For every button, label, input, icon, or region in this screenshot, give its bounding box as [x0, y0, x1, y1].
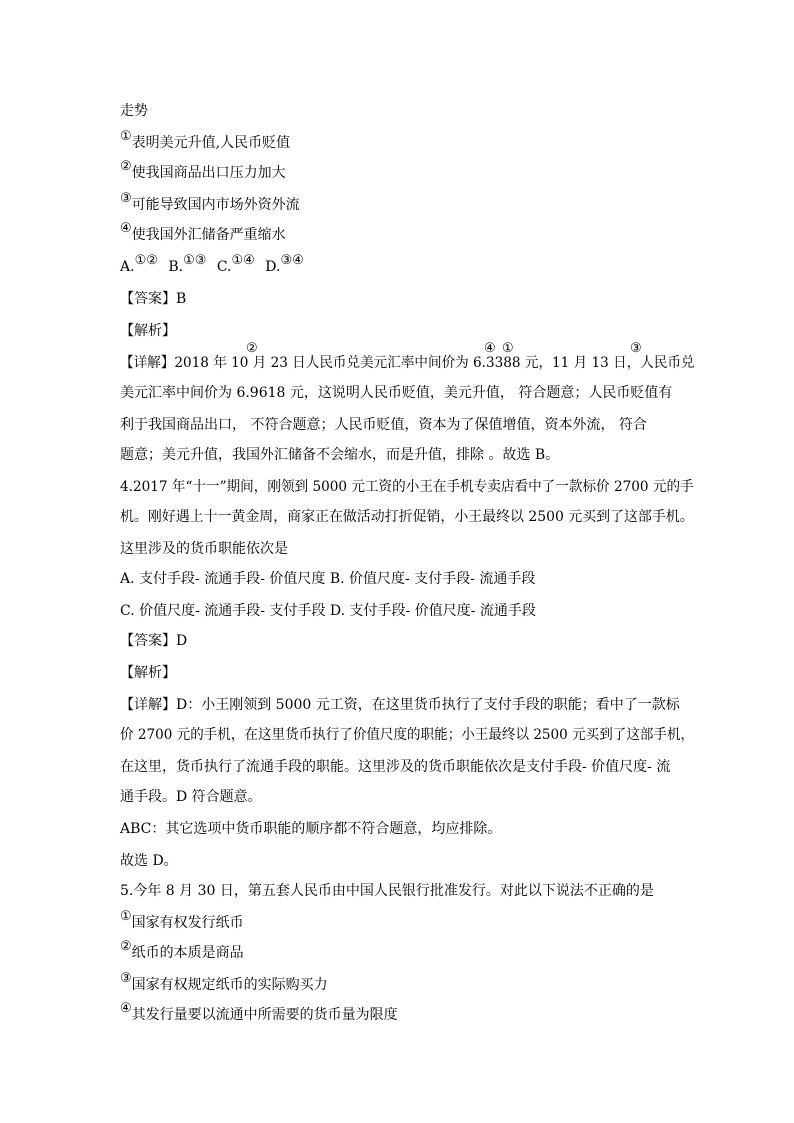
q4-detail-line: 价 2700 元的手机，在这里货币执行了价值尺度的职能；小王最终以 2500 元买到了这部手机，: [120, 727, 695, 743]
q3-detail-line: 美元汇率中间价为 6.9618 元，这说明人民币贬值，美元升值， 符合题意；人民币贬值有: [120, 385, 673, 401]
q4-answer: 【答案】D: [120, 633, 188, 649]
q5-item: [120, 939, 244, 963]
q3-analysis-heading: 【解析】: [120, 323, 176, 339]
q3-item-text: 表明美元升值,人民币贬值: [131, 135, 291, 151]
q3-item-number: ②: [120, 159, 132, 174]
q3-item-text: 使我国外汇储备严重缩水: [131, 227, 286, 243]
q4-detail-line: 在这里，货币执行了流通手段的职能。这里涉及的货币职能依次是支付手段- 价值尺度- 流: [120, 759, 671, 775]
q4-detail-line: 【详解】D：小王刚领到 5000 元工资，在这里货币执行了支付手段的职能；看中了一款标: [120, 697, 680, 713]
q3-marker: ③: [630, 341, 642, 356]
q4-stem-line: 这里涉及的货币职能依次是: [120, 541, 288, 557]
q3-item-number: ③: [120, 191, 132, 206]
q5-item-number: ④: [120, 1001, 132, 1016]
q3-item-text: 使我国商品出口压力加大: [131, 165, 286, 181]
q5-item: [120, 1001, 398, 1025]
q4-stem-line: 4.2017 年“十一”期间，刚领到 5000 元工资的小王在手机专卖店看中了一款标价 2700 元的手: [120, 479, 694, 495]
q3-choice-c: [216, 253, 255, 277]
choice-value: ①②: [134, 253, 158, 268]
q3-item: [120, 221, 286, 245]
q4-choices-line: C. 价值尺度- 流通手段- 支付手段 D. 支付手段- 价值尺度- 流通手段: [120, 603, 536, 619]
q4-conclusion: 故选 D。: [120, 853, 178, 869]
q4-abc-note: ABC：其它选项中货币职能的顺序都不符合题意，均应排除。: [120, 821, 502, 837]
q5-item-text: 国家有权规定纸币的实际购买力: [131, 977, 328, 993]
q3-marker: ④: [484, 341, 496, 356]
q5-item-text: 纸币的本质是商品: [131, 945, 244, 961]
q5-item-text: 国家有权发行纸币: [131, 915, 244, 931]
choice-value: ①④: [231, 253, 255, 268]
q3-choices: [120, 253, 310, 277]
q3-detail-line: 利于我国商品出口， 不符合题意；人民币贬值，资本为了保值增值，资本外流， 符合: [120, 417, 647, 433]
q3-stem-tail: 走势: [120, 103, 148, 119]
q4-analysis-heading: 【解析】: [120, 665, 176, 681]
q4-choices-line: A. 支付手段- 流通手段- 价值尺度 B. 价值尺度- 支付手段- 流通手段: [120, 571, 536, 587]
q5-item: [120, 971, 328, 995]
q3-choice-b: [168, 253, 207, 277]
q3-detail-line: 题意；美元升值，我国外汇储备不会缩水，而是升值，排除 。故选 B。: [120, 447, 560, 463]
choice-label: A.: [120, 259, 135, 275]
q3-detail-line: 【详解】2018 年 10 月 23 日人民币兑美元汇率中间价为 6.3388 元，11 月 13 日，人民币兑: [120, 355, 695, 371]
q3-item: [120, 129, 291, 153]
choice-value: ①③: [183, 253, 207, 268]
q3-item: [120, 191, 300, 215]
q4-stem-line: 机。刚好遇上十一黄金周，商家正在做活动打折促销，小王最终以 2500 元买到了这部手机。: [120, 509, 694, 525]
q3-choice-d: [265, 253, 304, 277]
q3-item-number: ①: [120, 129, 132, 144]
q5-item-number: ②: [120, 939, 132, 954]
choice-label: D.: [265, 259, 281, 275]
q5-stem: 5.今年 8 月 30 日，第五套人民币由中国人民银行批准发行。对此以下说法不正确的是: [120, 883, 654, 899]
choice-value: ③④: [280, 253, 304, 268]
q3-item-text: 可能导致国内市场外资外流: [131, 197, 300, 213]
choice-label: C.: [216, 259, 232, 275]
q3-marker: ②: [246, 341, 258, 356]
q3-marker: ①: [502, 341, 514, 356]
q3-item-number: ④: [120, 221, 132, 236]
choice-label: B.: [168, 259, 184, 275]
q5-item-text: 其发行量要以流通中所需要的货币量为限度: [131, 1007, 398, 1023]
q3-choice-a: [120, 253, 158, 277]
q3-answer: 【答案】B: [120, 291, 187, 307]
q5-item-number: ①: [120, 909, 132, 924]
q5-item-number: ③: [120, 971, 132, 986]
q4-detail-line: 通手段。D 符合题意。: [120, 789, 262, 805]
q5-item: [120, 909, 244, 933]
q3-item: [120, 159, 286, 183]
